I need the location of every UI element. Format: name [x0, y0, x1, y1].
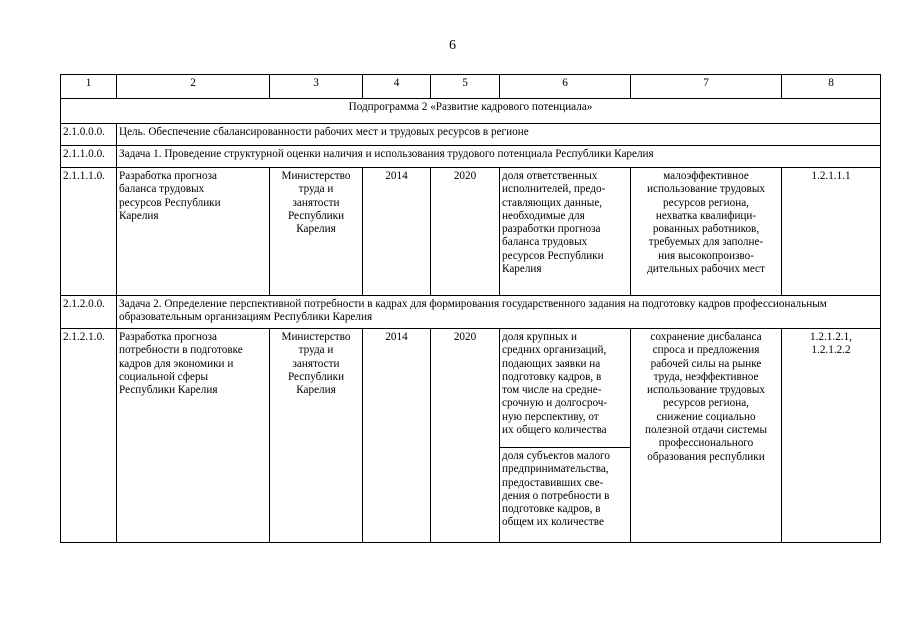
program-table — [60, 74, 881, 543]
activity-end-year: 2020 — [431, 168, 500, 296]
goal-row — [61, 124, 881, 146]
activity-start-year: 2014 — [363, 168, 431, 296]
activity-indicator: доля субъектов малого предпринимательства, предоставивших све- дения о потребности в подготовке кадров, в общем их количестве — [500, 448, 631, 543]
activity-ref: 1.2.1.1.1 — [782, 168, 881, 296]
header-row — [61, 75, 881, 99]
header-cell: 2 — [117, 75, 270, 99]
header-cell: 1 — [61, 75, 117, 99]
activity-executor: Министерство труда и занятости Республики Карелия — [270, 329, 363, 543]
activity-code: 2.1.1.1.0. — [61, 168, 117, 296]
task-text: Задача 1. Проведение структурной оценки наличия и использования трудового потенциала Республики Карелия — [117, 146, 881, 168]
header-cell: 8 — [782, 75, 881, 99]
header-cell: 5 — [431, 75, 500, 99]
task-code: 2.1.2.0.0. — [61, 296, 117, 329]
activity-indicator: доля крупных и средних организаций, подающих заявки на подготовку кадров, в том числе на средне- срочную и долгосроч- ную перспективу, от их общего количества — [500, 329, 631, 448]
activity-name: Разработка прогноза баланса трудовых ресурсов Республики Карелия — [117, 168, 270, 296]
goal-code: 2.1.0.0.0. — [61, 124, 117, 146]
activity-indicator: доля ответственных исполнителей, предо- ставляющих данные, необходимые для разработки прогноза баланса трудовых ресурсов Республики Карелия — [500, 168, 631, 296]
page-number: 6 — [449, 38, 456, 53]
header-cell: 3 — [270, 75, 363, 99]
activity-name: Разработка прогноза потребности в подготовке кадров для экономики и социальной сферы Республики Карелия — [117, 329, 270, 543]
goal-text: Цель. Обеспечение сбалансированности рабочих мест и трудовых ресурсов в регионе — [117, 124, 881, 146]
activity-end-year: 2020 — [431, 329, 500, 543]
task-code: 2.1.1.0.0. — [61, 146, 117, 168]
subprogram-title: Подпрограмма 2 «Развитие кадрового потенциала» — [61, 99, 881, 124]
activity-consequence: сохранение дисбаланса спроса и предложения рабочей силы на рынке труда, неэффективное использование трудовых ресурсов региона, снижение социально полезной отдачи системы профессионального образования республики — [631, 329, 782, 543]
subprogram-row — [61, 99, 881, 124]
activity-executor: Министерство труда и занятости Республики Карелия — [270, 168, 363, 296]
task-row — [61, 296, 881, 329]
activity-row — [61, 329, 881, 448]
activity-consequence: малоэффективное использование трудовых ресурсов региона, нехватка квалифици- рованных работников, требуемых для заполне- ния высокопроизво- дительных рабочих мест — [631, 168, 782, 296]
activity-code: 2.1.2.1.0. — [61, 329, 117, 543]
activity-start-year: 2014 — [363, 329, 431, 543]
task-row — [61, 146, 881, 168]
header-cell: 4 — [363, 75, 431, 99]
header-cell: 6 — [500, 75, 631, 99]
activity-ref: 1.2.1.2.1, 1.2.1.2.2 — [782, 329, 881, 543]
task-text: Задача 2. Определение перспективной потребности в кадрах для формирования государственного задания на подготовку кадров профессиональным образовательным организациям Республики Карелия — [117, 296, 881, 329]
activity-row — [61, 168, 881, 296]
header-cell: 7 — [631, 75, 782, 99]
